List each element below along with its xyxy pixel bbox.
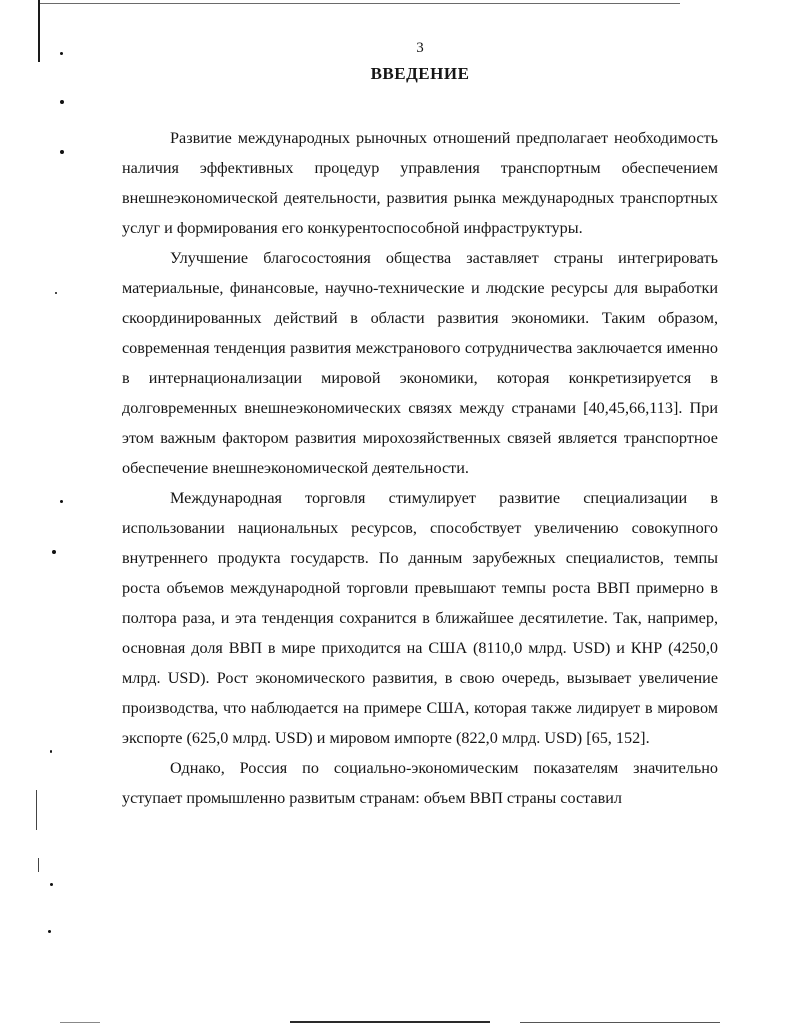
binding-hole-dot xyxy=(55,292,57,294)
scan-edge-mark xyxy=(36,790,37,830)
binding-hole-dot xyxy=(50,883,53,886)
binding-hole-dot xyxy=(50,750,52,753)
paragraph: Однако, Россия по социально-экономическим показателям значительно уступает промышленно развитым странам: объем ВВП страны составил xyxy=(122,759,718,807)
binding-hole-dot xyxy=(60,500,63,503)
scan-top-line xyxy=(40,3,680,4)
scan-bottom-line xyxy=(520,1022,720,1023)
binding-hole-dot xyxy=(60,100,64,104)
paragraph: Международная торговля стимулирует развитие специализации в использовании национальных ресурсов, способствует увеличению совокупного внутреннего продукта государств. По данным зарубежных специалистов, темпы роста объемов международной торговли превышают темпы роста ВВП примерно в полтора раза, и эта тенденция сохранится в ближайшее десятилетие. Так, например, основная доля ВВП в мире приходится на США (8110,0 млрд. USD) и КНР (4250,0 млрд. USD). Рост экономического развития, в свою очередь, вызывает увеличение производства, что наблюдается на примере США, которая также лидирует в мировом экспорте (625,0 млрд. USD) и мировом импорте (822,0 млрд. USD) [65, 152]. xyxy=(122,489,718,747)
paragraph: Развитие международных рыночных отношений предполагает необходимость наличия эффективных процедур управления транспортным обеспечением внешнеэкономической деятельности, развития рынка международных транспортных услуг и формирования его конкурентоспособной инфраструктуры. xyxy=(122,129,718,237)
scan-bottom-line xyxy=(290,1021,490,1023)
binding-hole-dot xyxy=(60,150,64,154)
scan-bottom-line xyxy=(60,1022,100,1023)
binding-hole-dot xyxy=(52,550,56,554)
paragraph: Улучшение благосостояния общества заставляет страны интегрировать материальные, финансовые, научно-технические и людские ресурсы для выработки скоординированных действий в области развития экономики. Таким образом, современная тенденция развития межстранового сотрудничества заключается именно в интернационализации мировой экономики, которая конкретизируется в долговременных внешнеэкономических связях между странами [40,45,66,113]. При этом важным фактором развития мирохозяйственных связей является транспортное обеспечение внешнеэкономической деятельности. xyxy=(122,249,718,477)
scan-edge-mark xyxy=(38,858,39,872)
binding-hole-dot xyxy=(48,930,51,933)
page-number: 3 xyxy=(416,40,424,56)
body-text xyxy=(122,123,718,813)
section-heading: ВВЕДЕНИЕ xyxy=(370,64,470,83)
